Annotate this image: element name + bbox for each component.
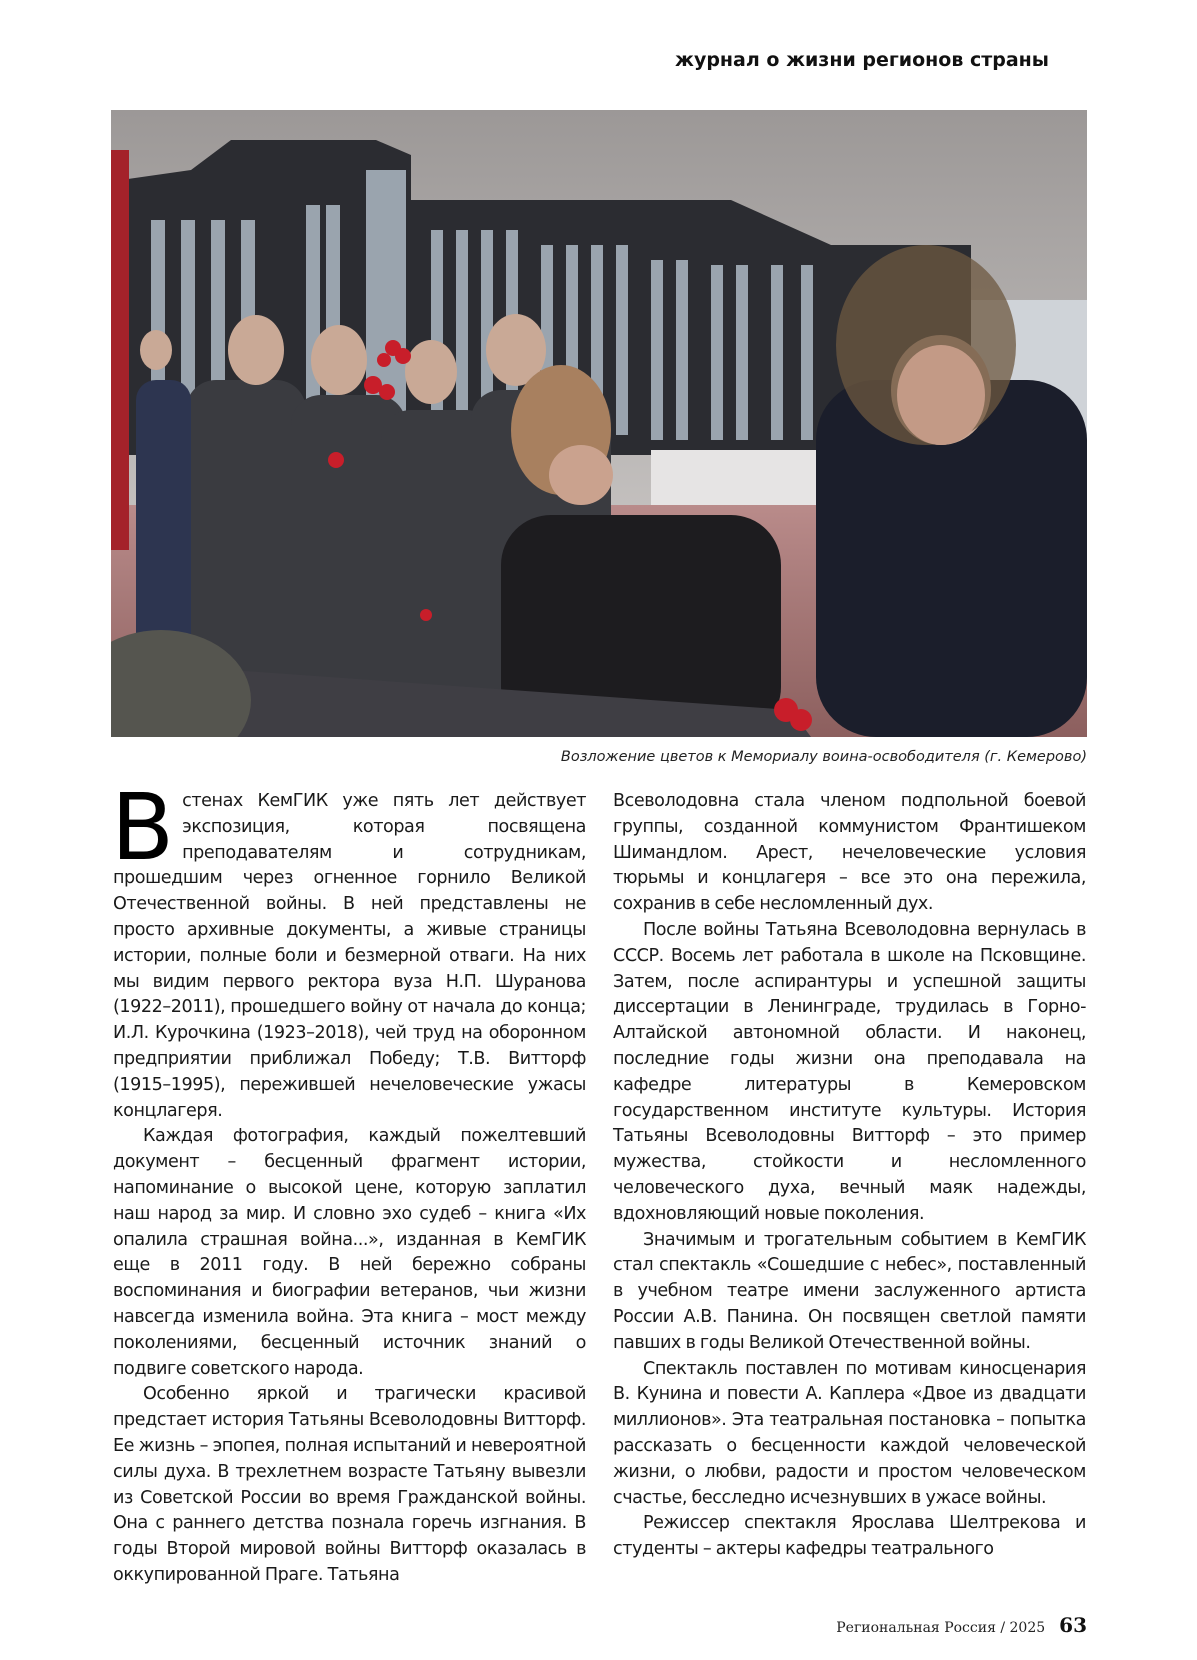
paragraph: Режиссер спектакля Ярослава Шелтрекова и студенты – актеры кафедры театрального — [613, 1513, 1086, 1560]
paragraph: Всеволодовна стала членом подпольной боевой группы, созданной коммунистом Франтишеком Шимандлом. Арест, нечеловеческие условия тюрьмы и концлагеря – все это она пережила, сохранив в себе несломленный дух. — [613, 791, 1086, 915]
paragraph: Особенно яркой и трагически красивой предстает история Татьяны Всеволодовны Витторф. Ее жизнь – эпопея, полная испытаний и невероятной силы духа. В трехлетнем возрасте Татьяну вывезли из Советской России во время Гражданской войны. Она с раннего детства познала горечь изгнания. В годы Второй мировой войны Витторф оказалась в оккупированной Праге. Татьяна — [113, 1384, 586, 1585]
paragraph: Значимым и трогательным событием в КемГИК стал спектакль «Сошедшие с небес», поставленный в учебном театре имени заслуженного артиста России А.В. Панина. Он посвящен светлой памяти павших в годы Великой Отечественной войны. — [613, 1229, 1086, 1353]
running-header: журнал о жизни регионов страны — [675, 49, 1049, 71]
page-number: 63 — [1059, 1612, 1087, 1637]
article-photo — [111, 110, 1087, 737]
photo-flower-laying-icon — [111, 110, 1087, 737]
article-body — [111, 774, 1086, 1589]
paragraph: Каждая фотография, каждый пожелтевший документ – бесценный фрагмент истории, напоминание о высокой цене, которую заплатил наш народ за мир. И словно эхо судеб – книга «Их опалила страшная война...», изданная в КемГИК еще в 2011 году. В ней бережно собраны воспоминания и биографии ветеранов, чьи жизни навсегда изменила война. Эта книга – мост между поколениями, бесценный источник знаний о подвиге советского народа. — [113, 1126, 586, 1379]
publication-name: Региональная Россия / 2025 — [836, 1619, 1046, 1636]
paragraph: После войны Татьяна Всеволодовна вернулась в СССР. Восемь лет работала в школе на Псковщине. Затем, после аспирантуры и успешной защиты диссертации в Ленинграде, трудилась в Горно-Алтайской автономной области. И наконец, последние годы жизни она преподавала на кафедре литературы в Кемеровском государственном институте культуры. История Татьяны Всеволодовны Витторф – это пример мужества, стойкости и несломленного человеческого духа, вечный маяк надежды, вдохновляющий новые поколения. — [613, 919, 1086, 1224]
article-column-left — [111, 774, 586, 1589]
photo-caption: Возложение цветов к Мемориалу воина-освободителя (г. Кемерово) — [560, 749, 1087, 765]
article-column-right — [613, 789, 1086, 1563]
paragraph-text: стенах КемГИК уже пять лет действует экспозиция, которая посвящена преподавателям и сотрудникам, прошедшим через огненное горнило Великой Отечественной войны. В ней представлены не просто архивные документы, а живые страницы истории, полные боли и безмерной отваги. На них мы видим первого ректора вуза Н.П. Шуранова (1922–2011), прошедшего войну от начала до конца; И.Л. Курочкина (1923–2018), чей труд на оборонном предприятии приближал Победу; Т.В. Витторф (1915–1995), пережившей нечеловеческие ужасы концлагеря. — [113, 791, 586, 1121]
paragraph: Спектакль поставлен по мотивам киносценария В. Кунина и повести А. Каплера «Двое из двадцати миллионов». Эта театральная постановка – попытка рассказать о бесценности каждой человеческой жизни, о любви, радости и простом человеческом счастье, бесследно исчезнувших в ужасе войны. — [613, 1358, 1086, 1508]
paragraph — [111, 774, 586, 1124]
page-footer — [0, 1613, 1087, 1640]
drop-cap: В — [111, 774, 175, 881]
